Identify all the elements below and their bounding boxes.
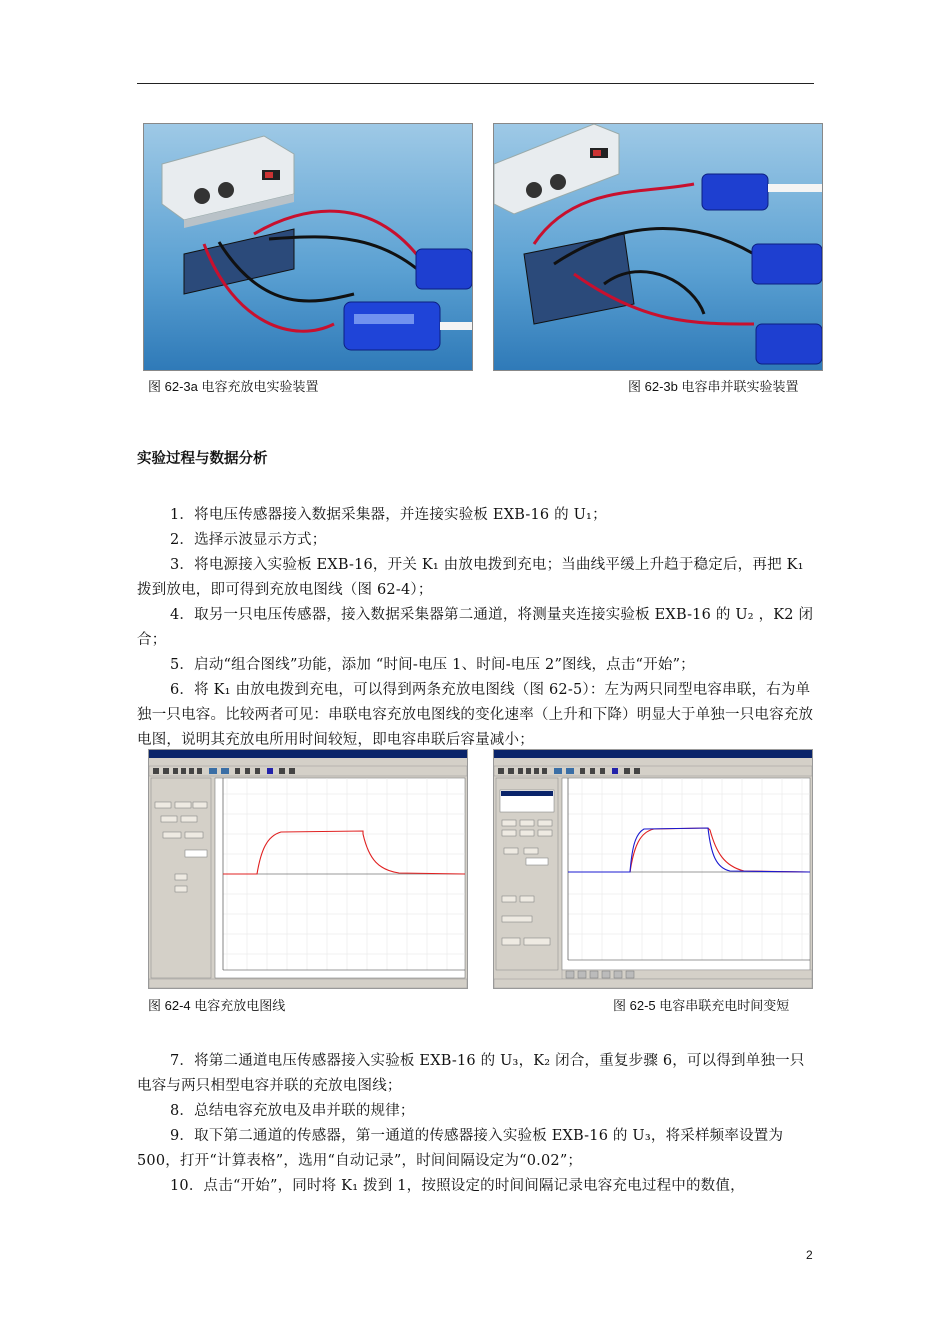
step-2: 2．选择示波显示方式； — [170, 532, 327, 548]
photo-capacitor-charge-setup — [143, 123, 473, 371]
header-rule — [137, 83, 814, 84]
section-heading: 实验过程与数据分析 — [137, 451, 268, 467]
step-9: 9．取下第二通道的传感器，第一通道的传感器接入实验板 EXB-16 的 U₃，将采样频率设置为 500，打开“计算表格”，选用“自动记录”，时间间隔设定为“0.02”； — [137, 1128, 784, 1169]
step-6: 6．将 K₁ 由放电拨到充电，可以得到两条充放电图线（图 62-5）：左为两只同型电容串联，右为单独一只电容。比较两者可见：串联电容充放电图线的变化速率（上升和下降）明显大于单独一只电容充放电图，说明其充放电所用时间较短，即电容串联后容量减小； — [137, 682, 814, 748]
figure-caption-62-3b: 图 62-3b 电容串并联实验装置 — [628, 379, 799, 394]
step-10: 10．点击“开始”，同时将 K₁ 拨到 1，按照设定的时间间隔记录电容充电过程中的数值， — [170, 1178, 745, 1194]
step-4: 4．取另一只电压传感器，接入数据采集器第二通道，将测量夹连接实验板 EXB-16 的 U₂ ，K2 闭合； — [137, 607, 814, 648]
screenshot-charge-discharge-graph — [148, 749, 468, 989]
figure-caption-62-3a: 图 62-3a 电容充放电实验装置 — [148, 379, 319, 394]
step-3: 3．将电源接入实验板 EXB-16，开关 K₁ 由放电拨到充电；当曲线平缓上升趋于稳定后，再把 K₁ 拨到放电，即可得到充放电图线（图 62-4）； — [137, 557, 804, 598]
step-8: 8．总结电容充放电及串并联的规律； — [170, 1103, 415, 1119]
screenshot-series-charge-graph — [493, 749, 813, 989]
step-7: 7．将第二通道电压传感器接入实验板 EXB-16 的 U₃，K₂ 闭合，重复步骤 6，可以得到单独一只电容与两只相型电容并联的充放电图线； — [137, 1053, 805, 1094]
page-number: 2 — [806, 1248, 813, 1262]
step-5: 5．启动“组合图线”功能，添加 “时间-电压 1、时间-电压 2”图线，点击“开始”； — [170, 657, 695, 673]
step-1: 1．将电压传感器接入数据采集器，并连接实验板 EXB-16 的 U₁； — [170, 507, 607, 523]
photo-capacitor-series-parallel-setup — [493, 123, 823, 371]
figure-caption-62-5: 图 62-5 电容串联充电时间变短 — [613, 998, 790, 1013]
steps-part-2 — [137, 1049, 814, 1199]
steps-part-1 — [137, 503, 814, 753]
figure-caption-62-4: 图 62-4 电容充放电图线 — [148, 998, 286, 1013]
